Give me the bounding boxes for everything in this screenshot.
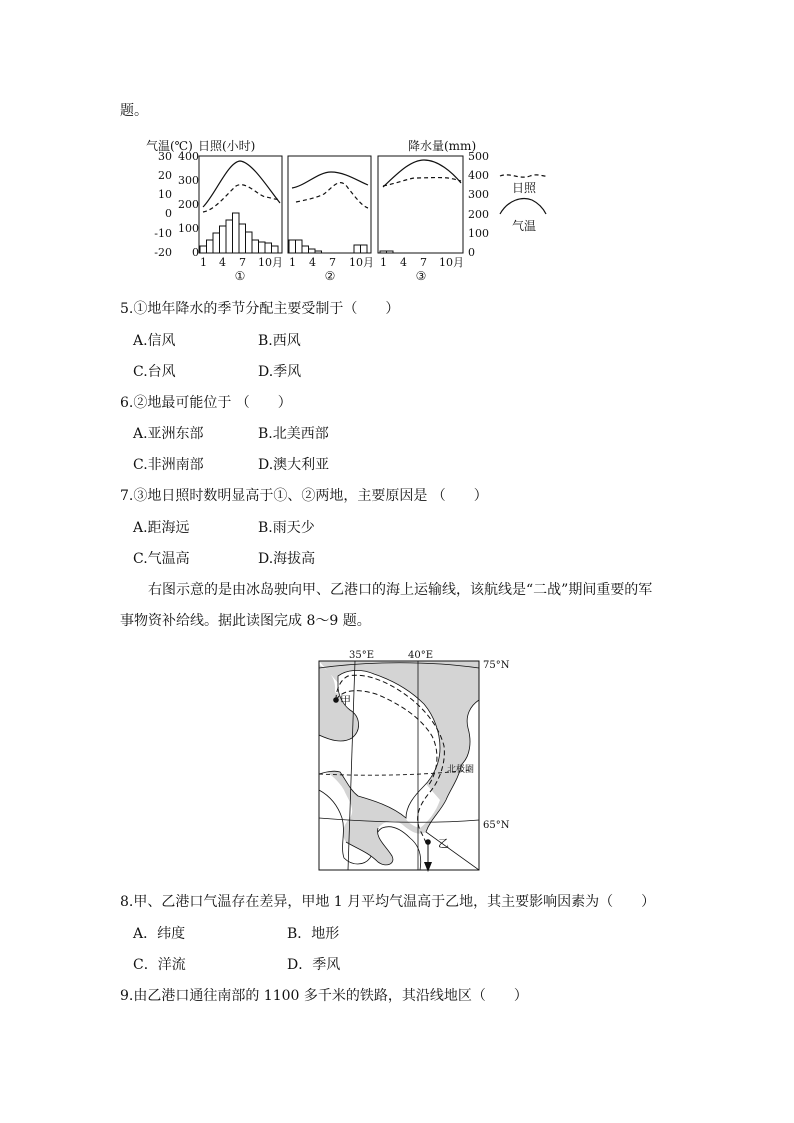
panel-label: ① (234, 269, 246, 283)
question-9-stem: 9.由乙港口通往南部的 1100 多千米的铁路，其沿线地区（ ） (120, 988, 528, 1004)
precip-tick: 300 (468, 188, 489, 201)
arctic-circle-label: 北极圈 (447, 765, 475, 775)
question-8-option-a[interactable]: A．纬度 (133, 926, 186, 942)
question-7-option-a[interactable]: A.距海远 (133, 520, 190, 536)
question-8-option-b[interactable]: B．地形 (287, 926, 340, 942)
question-7-option-d[interactable]: D.海拔高 (258, 551, 316, 567)
question-8-option-c[interactable]: C．洋流 (133, 957, 186, 973)
x-tick: 10月 (349, 256, 374, 269)
temp-tick: -20 (154, 246, 172, 259)
question-5-option-d[interactable]: D.季风 (258, 364, 302, 380)
x-tick: 1 (200, 256, 207, 269)
sun-tick: 400 (178, 150, 199, 163)
x-tick: 1 (289, 256, 296, 269)
x-tick: 7 (329, 256, 336, 269)
precip-tick: 500 (468, 150, 489, 163)
mid-axis-title: 日照(小时) (198, 139, 256, 153)
lat-label-65n: 65°N (483, 820, 510, 831)
x-tick: 4 (400, 256, 407, 269)
passage-line-2: 事物资补给线。据此读图完成 8～9 题。 (120, 613, 371, 629)
lon-label-40e: 40°E (408, 650, 434, 661)
passage-line-1: 右图示意的是由冰岛驶向甲、乙港口的海上运输线，该航线是“二战”期间重要的军 (148, 582, 653, 598)
temp-tick: -10 (154, 227, 172, 240)
x-tick: 7 (420, 256, 427, 269)
x-tick: 10月 (258, 256, 283, 269)
question-6-stem: 6.②地最可能位于 （ ） (120, 395, 292, 411)
question-6-option-c[interactable]: C.非洲南部 (133, 457, 204, 473)
intro-tail: 题。 (120, 103, 148, 119)
legend-temperature-label: 气温 (512, 219, 537, 233)
x-tick: 1 (380, 256, 387, 269)
precip-tick: 100 (468, 227, 489, 240)
precip-tick: 0 (468, 246, 475, 259)
port-a-label: 甲 (340, 694, 351, 707)
question-8-option-d[interactable]: D．季风 (287, 957, 341, 973)
panel-label: ② (324, 269, 336, 283)
question-6-option-b[interactable]: B.北美西部 (258, 426, 329, 442)
left-axis-title: 气温(℃) (146, 139, 193, 153)
question-5-option-c[interactable]: C.台风 (133, 364, 176, 380)
temp-tick: 30 (158, 150, 172, 163)
temp-tick: 10 (158, 188, 172, 201)
question-5-option-a[interactable]: A.信风 (133, 333, 176, 349)
right-axis-title: 降水量(mm) (408, 139, 477, 153)
sun-tick: 300 (178, 174, 199, 187)
question-6-option-d[interactable]: D.澳大利亚 (258, 457, 330, 473)
port-b-dot (425, 839, 431, 845)
x-tick: 10月 (439, 256, 464, 269)
panel-label: ③ (415, 269, 427, 283)
question-7-stem: 7.③地日照时数明显高于①、②两地，主要原因是 （ ） (120, 488, 488, 504)
legend-sunshine-label: 日照 (512, 181, 537, 195)
sun-tick: 0 (192, 246, 199, 259)
precip-tick: 200 (468, 208, 489, 221)
question-8-stem: 8.甲、乙港口气温存在差异，甲地 1 月平均气温高于乙地，其主要影响因素为（ ） (120, 894, 656, 910)
lat-label-75n: 75°N (483, 660, 510, 671)
precip-tick: 400 (468, 169, 489, 182)
sun-tick: 200 (178, 198, 199, 211)
port-b-label: 乙 (438, 837, 449, 850)
temp-tick: 0 (165, 207, 172, 220)
question-6-option-a[interactable]: A.亚洲东部 (133, 426, 204, 442)
x-tick: 4 (309, 256, 316, 269)
question-7-option-b[interactable]: B.雨天少 (258, 520, 315, 536)
port-a-dot (333, 697, 339, 703)
temp-tick: 20 (158, 169, 172, 182)
question-5-option-b[interactable]: B.西风 (258, 333, 301, 349)
question-7-option-c[interactable]: C.气温高 (133, 551, 190, 567)
x-tick: 4 (219, 256, 226, 269)
x-tick: 7 (239, 256, 246, 269)
sun-tick: 100 (178, 222, 199, 235)
lon-label-35e: 35°E (349, 650, 375, 661)
question-5-stem: 5.①地年降水的季节分配主要受制于（ ） (120, 301, 400, 317)
